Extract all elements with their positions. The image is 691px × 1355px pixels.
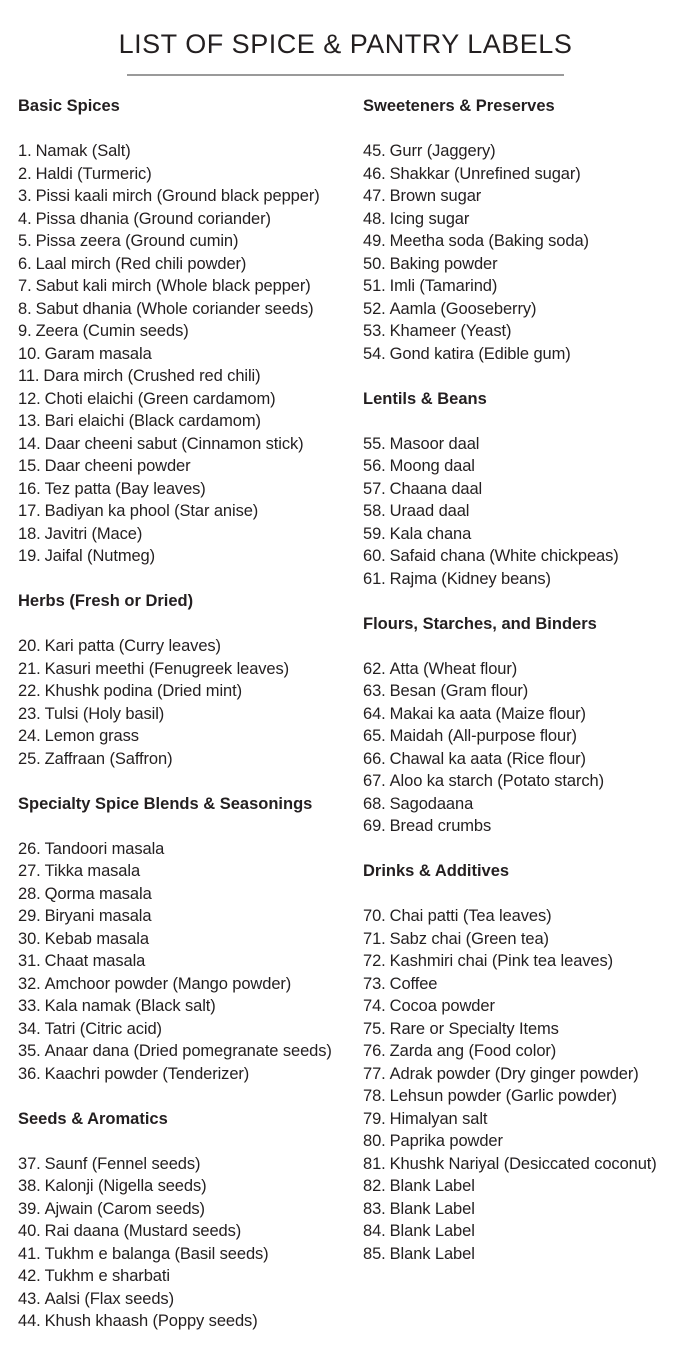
list-item xyxy=(18,230,358,253)
item-label: Coffee xyxy=(389,974,438,993)
item-label: Khush khaash (Poppy seeds) xyxy=(44,1312,258,1330)
item-number: 21. xyxy=(18,659,41,678)
list-item xyxy=(18,703,358,726)
item-label: Kala chana xyxy=(389,524,472,543)
list-item xyxy=(363,1040,691,1063)
item-label: Kaachri powder (Tenderizer) xyxy=(44,1064,250,1083)
item-number: 11. xyxy=(18,367,40,385)
list-item xyxy=(363,275,691,298)
item-label: Zeera (Cumin seeds) xyxy=(35,322,189,340)
item-number: 6. xyxy=(18,254,32,273)
list-item xyxy=(18,275,358,298)
list-item xyxy=(18,1063,358,1086)
item-label: Rare or Specialty Items xyxy=(389,1019,559,1038)
item-label: Haldi (Turmeric) xyxy=(35,164,152,183)
list-item xyxy=(363,545,691,568)
item-number: 58. xyxy=(363,502,386,520)
item-number: 66. xyxy=(363,749,386,768)
list-item xyxy=(363,500,691,523)
list-item xyxy=(18,680,358,703)
item-label: Uraad daal xyxy=(389,502,470,520)
item-number: 30. xyxy=(18,929,41,948)
item-label: Himalyan salt xyxy=(389,1109,488,1128)
item-label: Baking powder xyxy=(389,254,498,273)
item-number: 72. xyxy=(363,952,386,970)
item-label: Kebab masala xyxy=(44,929,149,948)
list-item xyxy=(18,298,358,321)
section-seeds-and-aromatics xyxy=(18,1108,358,1333)
item-number: 20. xyxy=(18,637,41,655)
list-item xyxy=(363,1175,691,1198)
list-item xyxy=(18,905,358,928)
list-item xyxy=(18,1243,358,1266)
item-number: 56. xyxy=(363,457,386,475)
item-number: 15. xyxy=(18,457,41,475)
item-number: 55. xyxy=(363,434,386,453)
list-item xyxy=(18,950,358,973)
right-column xyxy=(363,95,691,1288)
item-number: 43. xyxy=(18,1289,41,1308)
item-label: Brown sugar xyxy=(389,187,482,205)
item-label: Aamla (Gooseberry) xyxy=(389,299,537,318)
item-number: 70. xyxy=(363,907,386,925)
item-number: 82. xyxy=(363,1177,386,1195)
item-label: Biryani masala xyxy=(44,907,152,925)
item-number: 12. xyxy=(18,389,41,408)
item-number: 14. xyxy=(18,434,41,453)
item-number: 61. xyxy=(363,569,386,588)
item-label: Cocoa powder xyxy=(389,997,495,1015)
list-item xyxy=(363,1153,691,1176)
item-number: 25. xyxy=(18,749,41,768)
list-item xyxy=(363,1108,691,1131)
item-number: 73. xyxy=(363,974,386,993)
item-number: 52. xyxy=(363,299,386,318)
label-list xyxy=(363,905,691,1265)
list-item xyxy=(18,1040,358,1063)
list-item xyxy=(363,343,691,366)
list-item xyxy=(18,208,358,231)
page-title: LIST OF SPICE & PANTRY LABELS xyxy=(118,29,573,59)
item-number: 59. xyxy=(363,524,386,543)
list-item xyxy=(18,973,358,996)
item-number: 10. xyxy=(18,344,41,363)
label-list xyxy=(363,140,691,365)
list-item xyxy=(363,725,691,748)
item-label: Tulsi (Holy basil) xyxy=(44,704,165,723)
item-label: Khushk Nariyal (Desiccated coconut) xyxy=(389,1154,657,1173)
item-number: 46. xyxy=(363,164,386,183)
item-number: 54. xyxy=(363,344,386,363)
list-item xyxy=(18,545,358,568)
list-item xyxy=(363,1243,691,1266)
item-number: 29. xyxy=(18,907,41,925)
item-label: Besan (Gram flour) xyxy=(389,682,529,700)
list-item xyxy=(18,523,358,546)
item-number: 32. xyxy=(18,974,41,993)
list-item xyxy=(18,500,358,523)
section-heading: Sweeteners & Preserves xyxy=(363,97,555,115)
item-label: Kalonji (Nigella seeds) xyxy=(44,1177,207,1195)
item-label: Saunf (Fennel seeds) xyxy=(44,1154,201,1173)
item-label: Garam masala xyxy=(44,344,152,363)
list-item xyxy=(18,1265,358,1288)
item-number: 57. xyxy=(363,479,386,498)
item-label: Dara mirch (Crushed red chili) xyxy=(43,367,261,385)
item-label: Chaat masala xyxy=(44,952,146,970)
item-label: Bari elaichi (Black cardamom) xyxy=(44,412,261,430)
section-sweeteners-and-preserves xyxy=(363,95,691,365)
list-item xyxy=(363,478,691,501)
item-number: 47. xyxy=(363,187,386,205)
item-label: Chaana daal xyxy=(389,479,483,498)
section-heading: Specialty Spice Blends & Seasonings xyxy=(18,794,313,813)
list-item xyxy=(363,230,691,253)
list-item xyxy=(363,523,691,546)
item-label: Moong daal xyxy=(389,457,475,475)
list-item xyxy=(18,365,358,388)
list-item xyxy=(363,815,691,838)
list-item xyxy=(363,973,691,996)
item-number: 3. xyxy=(18,187,32,205)
item-number: 49. xyxy=(363,232,386,250)
section-heading: Seeds & Aromatics xyxy=(18,1109,168,1128)
list-item xyxy=(363,1130,691,1153)
item-label: Sagodaana xyxy=(389,794,474,813)
item-number: 19. xyxy=(18,547,41,565)
item-number: 76. xyxy=(363,1042,386,1060)
item-label: Atta (Wheat flour) xyxy=(389,659,518,678)
item-label: Kasuri meethi (Fenugreek leaves) xyxy=(44,659,290,678)
item-number: 51. xyxy=(363,277,386,295)
item-number: 7. xyxy=(18,277,32,295)
list-item xyxy=(18,748,358,771)
item-number: 81. xyxy=(363,1154,386,1173)
list-item xyxy=(363,928,691,951)
item-number: 50. xyxy=(363,254,386,273)
item-label: Masoor daal xyxy=(389,434,480,453)
item-label: Choti elaichi (Green cardamom) xyxy=(44,389,276,408)
label-list xyxy=(18,1153,358,1333)
list-item xyxy=(363,320,691,343)
item-number: 42. xyxy=(18,1267,41,1285)
item-label: Khameer (Yeast) xyxy=(389,322,512,340)
item-number: 39. xyxy=(18,1199,41,1218)
left-column xyxy=(18,95,358,1355)
item-label: Sabut kali mirch (Whole black pepper) xyxy=(35,277,311,295)
item-number: 77. xyxy=(363,1064,386,1083)
label-list xyxy=(363,658,691,838)
item-number: 62. xyxy=(363,659,386,678)
item-number: 83. xyxy=(363,1199,386,1218)
item-number: 38. xyxy=(18,1177,41,1195)
list-item xyxy=(18,1288,358,1311)
list-item xyxy=(18,478,358,501)
item-label: Meetha soda (Baking soda) xyxy=(389,232,589,250)
section-herbs-fresh-or-dried xyxy=(18,590,358,770)
item-number: 68. xyxy=(363,794,386,813)
item-number: 34. xyxy=(18,1019,41,1038)
section-heading: Flours, Starches, and Binders xyxy=(363,614,597,633)
item-number: 67. xyxy=(363,772,386,790)
item-number: 2. xyxy=(18,164,32,183)
item-label: Icing sugar xyxy=(389,209,470,228)
list-item xyxy=(363,163,691,186)
item-number: 71. xyxy=(363,929,386,948)
list-item xyxy=(18,1310,358,1333)
item-number: 48. xyxy=(363,209,386,228)
section-heading: Herbs (Fresh or Dried) xyxy=(18,592,194,610)
section-flours-starches-and-binders xyxy=(363,613,691,838)
item-number: 9. xyxy=(18,322,32,340)
item-label: Blank Label xyxy=(389,1244,475,1263)
list-item xyxy=(363,455,691,478)
item-label: Paprika powder xyxy=(389,1132,503,1150)
item-number: 75. xyxy=(363,1019,386,1038)
item-label: Lemon grass xyxy=(44,727,139,745)
list-item xyxy=(18,658,358,681)
list-item xyxy=(363,703,691,726)
list-item xyxy=(363,1085,691,1108)
item-label: Badiyan ka phool (Star anise) xyxy=(44,502,259,520)
item-label: Aloo ka starch (Potato starch) xyxy=(389,772,604,790)
item-label: Zaffraan (Saffron) xyxy=(44,749,173,768)
item-label: Tandoori masala xyxy=(44,839,165,858)
list-item xyxy=(18,860,358,883)
section-heading: Lentils & Beans xyxy=(363,389,487,408)
list-item xyxy=(18,320,358,343)
list-item xyxy=(363,950,691,973)
list-item xyxy=(18,253,358,276)
item-label: Sabz chai (Green tea) xyxy=(389,929,549,948)
item-label: Zarda ang (Food color) xyxy=(389,1042,557,1060)
list-item xyxy=(363,140,691,163)
list-item xyxy=(363,1018,691,1041)
item-label: Anaar dana (Dried pomegranate seeds) xyxy=(44,1042,332,1060)
item-label: Shakkar (Unrefined sugar) xyxy=(389,164,581,183)
list-item xyxy=(363,1220,691,1243)
item-number: 8. xyxy=(18,299,32,318)
item-label: Safaid chana (White chickpeas) xyxy=(389,547,619,565)
item-number: 4. xyxy=(18,209,32,228)
list-item xyxy=(363,793,691,816)
item-label: Chai patti (Tea leaves) xyxy=(389,907,552,925)
list-item xyxy=(363,253,691,276)
list-item xyxy=(18,185,358,208)
item-label: Qorma masala xyxy=(44,884,152,903)
item-label: Bread crumbs xyxy=(389,817,492,835)
item-label: Blank Label xyxy=(389,1177,475,1195)
item-label: Kashmiri chai (Pink tea leaves) xyxy=(389,952,614,970)
item-label: Tukhm e sharbati xyxy=(44,1267,170,1285)
item-number: 84. xyxy=(363,1222,386,1240)
label-list xyxy=(363,433,691,591)
item-number: 27. xyxy=(18,862,41,880)
list-item xyxy=(363,658,691,681)
item-number: 36. xyxy=(18,1064,41,1083)
item-number: 63. xyxy=(363,682,386,700)
item-number: 13. xyxy=(18,412,41,430)
list-item xyxy=(363,185,691,208)
item-number: 53. xyxy=(363,322,386,340)
item-label: Daar cheeni powder xyxy=(44,457,191,475)
list-item xyxy=(363,298,691,321)
item-number: 16. xyxy=(18,479,41,498)
item-number: 44. xyxy=(18,1312,41,1330)
item-number: 5. xyxy=(18,232,32,250)
section-heading: Basic Spices xyxy=(18,97,120,115)
list-item xyxy=(18,343,358,366)
item-label: Rajma (Kidney beans) xyxy=(389,569,551,588)
label-list xyxy=(18,635,358,770)
item-label: Pissa zeera (Ground cumin) xyxy=(35,232,239,250)
item-label: Imli (Tamarind) xyxy=(389,277,498,295)
list-item xyxy=(363,748,691,771)
item-label: Adrak powder (Dry ginger powder) xyxy=(389,1064,639,1083)
item-label: Gond katira (Edible gum) xyxy=(389,344,571,363)
list-item xyxy=(363,208,691,231)
list-item xyxy=(18,635,358,658)
item-label: Sabut dhania (Whole coriander seeds) xyxy=(35,299,314,318)
item-label: Tikka masala xyxy=(44,862,141,880)
item-number: 79. xyxy=(363,1109,386,1128)
item-number: 65. xyxy=(363,727,386,745)
item-label: Jaifal (Nutmeg) xyxy=(44,547,156,565)
item-label: Pissi kaali mirch (Ground black pepper) xyxy=(35,187,320,205)
item-number: 23. xyxy=(18,704,41,723)
list-item xyxy=(363,433,691,456)
item-number: 78. xyxy=(363,1087,386,1105)
title-divider xyxy=(127,74,564,76)
item-label: Namak (Salt) xyxy=(35,142,131,160)
list-item xyxy=(363,905,691,928)
list-item xyxy=(18,1220,358,1243)
item-label: Amchoor powder (Mango powder) xyxy=(44,974,292,993)
list-item xyxy=(18,1153,358,1176)
item-number: 26. xyxy=(18,839,41,858)
list-item xyxy=(363,680,691,703)
list-item xyxy=(363,568,691,591)
item-label: Gurr (Jaggery) xyxy=(389,142,496,160)
list-item xyxy=(363,770,691,793)
item-number: 33. xyxy=(18,997,41,1015)
item-label: Tatri (Citric acid) xyxy=(44,1019,162,1038)
list-item xyxy=(18,140,358,163)
item-number: 35. xyxy=(18,1042,41,1060)
item-number: 64. xyxy=(363,704,386,723)
section-lentils-and-beans xyxy=(363,388,691,591)
item-number: 37. xyxy=(18,1154,41,1173)
section-specialty-spice-blends-and-seasonings xyxy=(18,793,358,1086)
item-label: Aalsi (Flax seeds) xyxy=(44,1289,174,1308)
list-item xyxy=(363,1198,691,1221)
section-drinks-and-additives xyxy=(363,860,691,1265)
label-list xyxy=(18,140,358,568)
item-number: 24. xyxy=(18,727,41,745)
list-item xyxy=(18,838,358,861)
list-item xyxy=(18,163,358,186)
item-number: 22. xyxy=(18,682,41,700)
item-number: 1. xyxy=(18,142,32,160)
item-number: 69. xyxy=(363,817,386,835)
list-item xyxy=(18,410,358,433)
item-label: Rai daana (Mustard seeds) xyxy=(44,1222,242,1240)
list-item xyxy=(18,455,358,478)
section-basic-spices xyxy=(18,95,358,568)
item-label: Kala namak (Black salt) xyxy=(44,997,216,1015)
item-label: Tez patta (Bay leaves) xyxy=(44,479,206,498)
item-label: Tukhm e balanga (Basil seeds) xyxy=(44,1244,269,1263)
list-item xyxy=(18,388,358,411)
list-item xyxy=(18,1198,358,1221)
list-item xyxy=(18,725,358,748)
item-label: Blank Label xyxy=(389,1222,475,1240)
item-number: 80. xyxy=(363,1132,386,1150)
item-label: Lehsun powder (Garlic powder) xyxy=(389,1087,617,1105)
item-label: Chawal ka aata (Rice flour) xyxy=(389,749,586,768)
list-item xyxy=(18,995,358,1018)
item-label: Kari patta (Curry leaves) xyxy=(44,637,221,655)
item-label: Khushk podina (Dried mint) xyxy=(44,682,242,700)
list-item xyxy=(18,883,358,906)
item-label: Laal mirch (Red chili powder) xyxy=(35,254,247,273)
item-number: 40. xyxy=(18,1222,41,1240)
item-label: Pissa dhania (Ground coriander) xyxy=(35,209,271,228)
item-number: 45. xyxy=(363,142,386,160)
section-heading: Drinks & Additives xyxy=(363,862,510,880)
list-item xyxy=(18,928,358,951)
item-label: Daar cheeni sabut (Cinnamon stick) xyxy=(44,434,304,453)
item-number: 60. xyxy=(363,547,386,565)
list-item xyxy=(363,1063,691,1086)
item-number: 17. xyxy=(18,502,41,520)
label-list xyxy=(18,838,358,1086)
item-label: Makai ka aata (Maize flour) xyxy=(389,704,586,723)
item-label: Ajwain (Carom seeds) xyxy=(44,1199,205,1218)
item-number: 85. xyxy=(363,1244,386,1263)
list-item xyxy=(18,433,358,456)
item-number: 18. xyxy=(18,524,41,543)
list-item xyxy=(18,1018,358,1041)
list-item xyxy=(363,995,691,1018)
item-number: 74. xyxy=(363,997,386,1015)
item-number: 41. xyxy=(18,1244,41,1263)
item-label: Blank Label xyxy=(389,1199,475,1218)
item-number: 28. xyxy=(18,884,41,903)
list-item xyxy=(18,1175,358,1198)
item-label: Javitri (Mace) xyxy=(44,524,143,543)
item-label: Maidah (All-purpose flour) xyxy=(389,727,577,745)
item-number: 31. xyxy=(18,952,41,970)
